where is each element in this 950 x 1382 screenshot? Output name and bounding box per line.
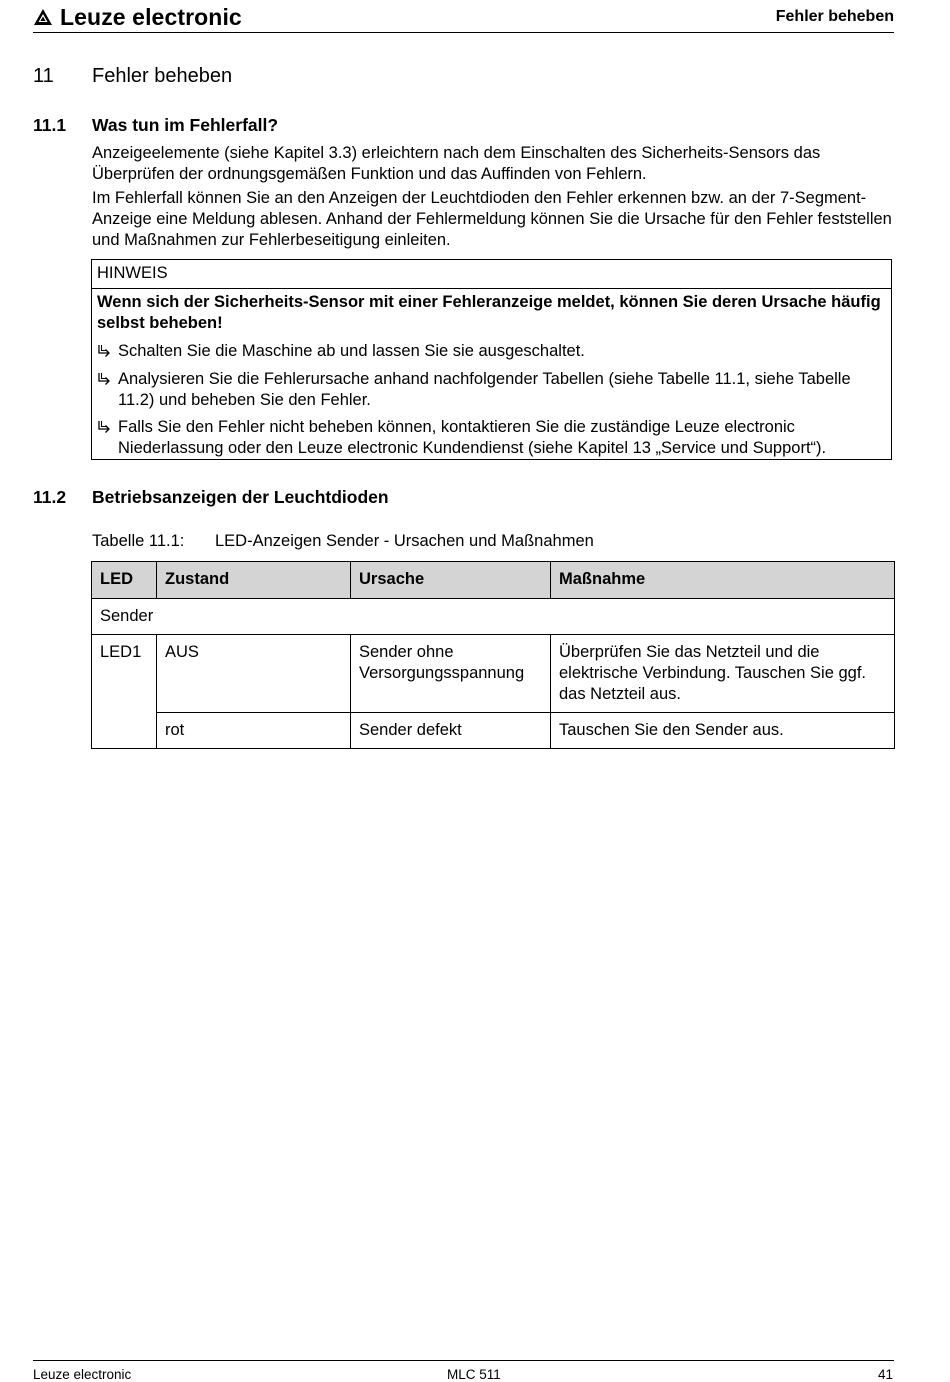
section-title: Was tun im Fehlerfall?: [92, 115, 279, 135]
massnahme-cell: Tauschen Sie den Sender aus.: [551, 713, 895, 749]
table-group-row: [92, 599, 895, 635]
table-caption: [0, 532, 950, 554]
paragraph-1: Anzeigeelemente (siehe Kapitel 3.3) erleichtern nach dem Einschalten des Sicherheits-Sensors das Überprüfen der ordnungsgemäßen Funktion und das Auffinden von Fehlern.: [92, 144, 821, 183]
massnahme-cell: Überprüfen Sie das Netzteil und die elektrische Verbindung. Tauschen Sie ggf. das Netzteil aus.: [551, 635, 895, 713]
header-section-title: Fehler beheben: [775, 8, 894, 25]
column-header: Maßnahme: [551, 562, 895, 599]
hinweis-item: [97, 341, 885, 362]
footer-divider: [33, 1360, 894, 1361]
hand-arrow-icon: [97, 417, 115, 441]
hinweis-bold-text: Wenn sich der Sicherheits-Sensor mit einer Fehleranzeige meldet, können Sie deren Ursache häufig selbst beheben!: [97, 293, 881, 332]
hinweis-item: [97, 369, 885, 411]
hinweis-item-text: Falls Sie den Fehler nicht beheben können, kontaktieren Sie die zuständige Leuze electronic Niederlassung oder den Leuze electronic Kundendienst (siehe Kapitel 13 „Service und Support“).: [118, 418, 827, 457]
column-header: Ursache: [351, 562, 551, 599]
hinweis-box: [91, 259, 892, 460]
zustand-cell: rot: [157, 713, 351, 749]
paragraph-2: Im Fehlerfall können Sie an den Anzeigen der Leuchtdioden den Fehler erkennen bzw. an der 7-Segment-Anzeige eine Meldung ablesen. Anhand der Fehlermeldung können Sie die Ursache für den Fehler feststellen und Maßnahmen zur Fehlerbeseitigung einleiten.: [92, 189, 892, 249]
ursache-cell: Sender defekt: [351, 713, 551, 749]
column-header: LED: [92, 562, 157, 599]
hinweis-item-text: Schalten Sie die Maschine ab und lassen Sie sie ausgeschaltet.: [118, 342, 585, 360]
chapter-number: 11: [33, 65, 54, 87]
table-row: [92, 713, 895, 749]
hinweis-item-text: Analysieren Sie die Fehlerursache anhand nachfolgender Tabellen (siehe Tabelle 11.1, siehe Tabelle 11.2) und beheben Sie den Fehler.: [118, 370, 851, 409]
leuze-logo-icon: [33, 8, 53, 26]
led-cell: LED1: [92, 635, 157, 749]
section-title: Betriebsanzeigen der Leuchtdioden: [92, 487, 389, 507]
hand-arrow-icon: [97, 369, 115, 393]
column-header: Zustand: [157, 562, 351, 599]
footer-brand: Leuze electronic: [33, 1367, 132, 1382]
chapter-title: Fehler beheben: [92, 65, 233, 87]
table-caption-label: Tabelle 11.1:: [92, 532, 185, 550]
section-number: 11.1: [33, 115, 67, 135]
led-table: [91, 561, 895, 749]
section-heading-1: [0, 115, 950, 139]
hinweis-title: HINWEIS: [97, 264, 168, 282]
table-caption-text: LED-Anzeigen Sender - Ursachen und Maßnahmen: [215, 532, 594, 550]
brand-logo: [33, 4, 242, 30]
table-row: [92, 635, 895, 713]
header-divider: [33, 32, 894, 33]
ursache-cell: Sender ohne Versorgungsspannung: [351, 635, 551, 713]
section-heading-2: [0, 487, 950, 511]
group-label: Sender: [92, 599, 895, 635]
zustand-cell: AUS: [157, 635, 351, 713]
section-number: 11.2: [33, 487, 67, 507]
footer-product: MLC 511: [447, 1367, 501, 1382]
brand-name: Leuze electronic: [60, 3, 242, 30]
hinweis-item: [97, 417, 885, 459]
chapter-heading: [0, 65, 950, 91]
table-header-row: [92, 562, 895, 599]
hand-arrow-icon: [97, 341, 115, 365]
hinweis-divider: [92, 288, 891, 289]
page-number: 41: [877, 1367, 893, 1382]
